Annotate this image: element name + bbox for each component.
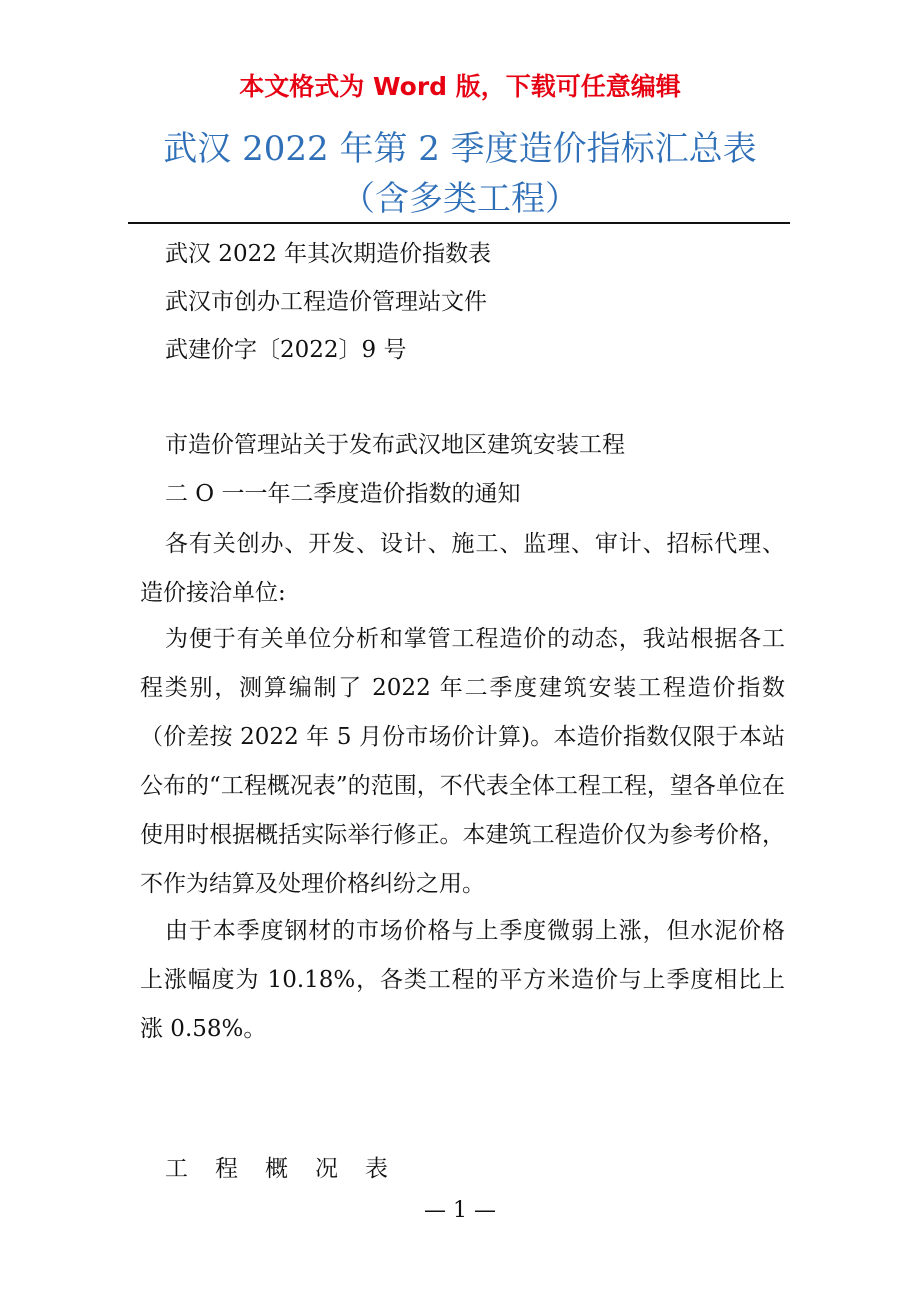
notice-title-line-1: 市造价管理站关于发布武汉地区建筑安装工程: [165, 432, 625, 458]
addressee-paragraph: 各有关创办、开发、设计、施工、监理、审计、招标代理、造价接洽单位:: [140, 531, 785, 606]
word-format-banner: 本文格式为 Word 版，下载可任意编辑: [239, 72, 681, 101]
title-divider: [128, 222, 790, 224]
body-paragraph-price-change: 由于本季度钢材的市场价格与上季度微弱上涨，但水泥价格上涨幅度为 10.18%，各类工程的平方米造价与上季度相比上涨 0.58%。: [140, 918, 785, 1042]
page-number: — 1 —: [424, 1198, 496, 1223]
section-heading: 工程概况表: [165, 1156, 415, 1182]
header-line-document-number: 武建价字〔2022〕9 号: [165, 337, 407, 363]
document-title: 武汉 2022 年第 2 季度造价指标汇总表（含多类工程）: [163, 129, 757, 219]
body-paragraph-purpose: 为便于有关单位分析和掌管工程造价的动态，我站根据各工程类别，测算编制了 2022 年二季度建筑安装工程造价指数（价差按 2022 年 5 月份市场价计算)。本造价指数仅限于本站公布的“工程概况表”的范围，不代表全体工程工程，望各单位在使用时根据概括实际举行修正。本建筑工程造价仅为参考价格，不作为结算及处理价格纠纷之用。: [140, 626, 785, 897]
notice-title-line-2: 二 O 一一年二季度造价指数的通知: [165, 481, 521, 507]
header-line-issuer: 武汉市创办工程造价管理站文件: [165, 289, 487, 315]
header-line-index-table: 武汉 2022 年其次期造价指数表: [165, 241, 492, 267]
